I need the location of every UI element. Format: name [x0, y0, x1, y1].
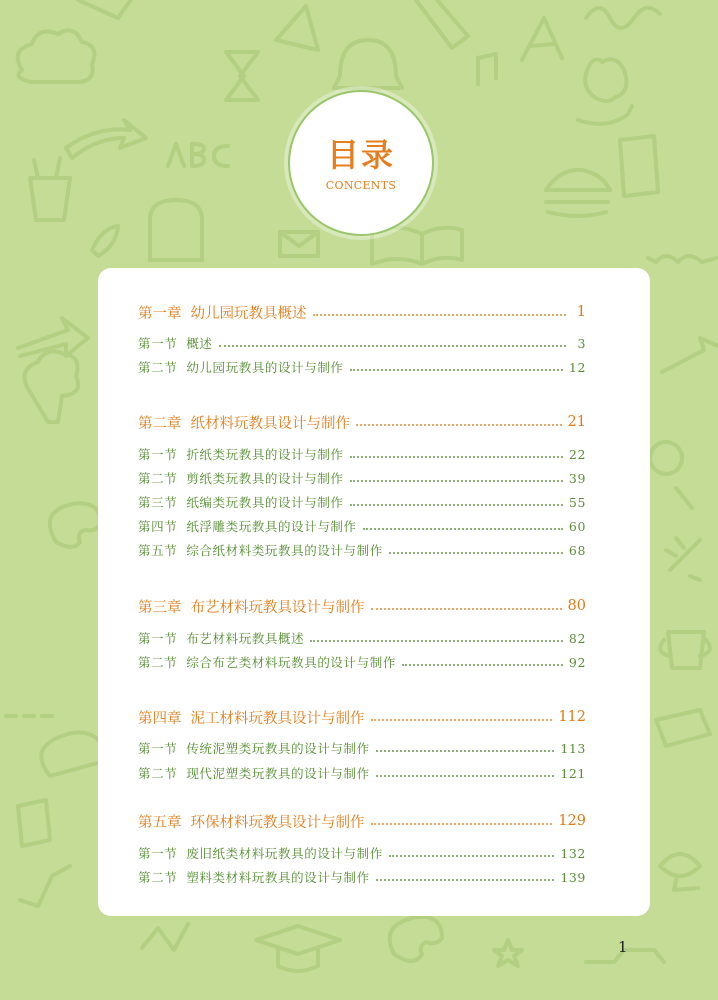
toc-chapter-row[interactable]	[138, 411, 586, 433]
dot-leader	[376, 750, 555, 752]
dot-leader	[363, 528, 563, 530]
section-title: 纸浮雕类玩教具的设计与制作	[186, 519, 357, 534]
dot-leader	[313, 314, 567, 316]
section-number: 第二节	[138, 655, 178, 670]
page-number: 139	[560, 869, 586, 885]
ruler-doodle	[78, 0, 132, 18]
toc-section-row[interactable]	[138, 356, 586, 378]
toc-section-row[interactable]	[138, 651, 586, 673]
toc-chapter-row[interactable]	[138, 706, 586, 728]
page-number: 60	[568, 518, 586, 534]
toc-title: 目录	[326, 136, 395, 174]
page-number: 92	[568, 654, 586, 670]
magnifier-doodle	[650, 442, 692, 508]
section-title: 传统泥塑类玩教具的设计与制作	[186, 741, 370, 756]
chapter-title: 布艺材料玩教具设计与制作	[190, 599, 365, 616]
glasses-doodle	[648, 256, 716, 262]
page-number: 12	[568, 359, 586, 375]
ruler-right-doodle	[656, 710, 710, 746]
page-number: 132	[560, 845, 586, 861]
graduation-cap-doodle	[256, 926, 340, 971]
section-number: 第一节	[138, 447, 178, 462]
curly-arrow-doodle	[578, 106, 632, 124]
dot-leader	[350, 369, 563, 371]
section-number: 第二节	[138, 471, 178, 486]
arrow-doodle	[66, 120, 146, 158]
dot-leader	[371, 719, 553, 721]
section-title: 折纸类玩教具的设计与制作	[186, 447, 344, 462]
toc-chapter-row[interactable]	[138, 810, 586, 832]
section-number: 第一节	[138, 336, 178, 351]
page-number: 22	[568, 446, 586, 462]
cloud-doodle	[18, 30, 95, 82]
hourglass-doodle	[226, 52, 258, 100]
dot-leader	[371, 608, 562, 610]
toc-section-row[interactable]	[138, 332, 586, 354]
dot-leader	[310, 640, 563, 642]
bell-doodle	[334, 40, 402, 88]
page-number: 129	[558, 813, 586, 829]
page-number: 82	[568, 630, 586, 646]
section-number: 第二节	[138, 360, 178, 375]
chapter-title: 泥工材料玩教具设计与制作	[190, 710, 365, 727]
shell-doodle	[660, 854, 700, 890]
section-title: 纸编类玩教具的设计与制作	[186, 495, 344, 510]
music-note-doodle	[478, 54, 496, 84]
section-title: 幼儿园玩教具的设计与制作	[186, 360, 344, 375]
abc-doodle	[168, 144, 228, 166]
chapter-title: 幼儿园玩教具概述	[190, 305, 307, 322]
toc-chapter-row[interactable]	[138, 301, 586, 323]
dot-leader	[376, 879, 555, 881]
dot-leader	[376, 775, 555, 777]
section-number: 第一节	[138, 741, 178, 756]
palette-bottom-doodle	[390, 917, 442, 961]
pen-doodle	[620, 136, 658, 196]
toc-section-row[interactable]	[138, 737, 586, 759]
page-number: 80	[567, 598, 586, 614]
title-emblem	[288, 90, 434, 236]
toc-section-row[interactable]	[138, 539, 586, 561]
toc-section-row[interactable]	[138, 842, 586, 864]
section-title: 废旧纸类材料玩教具的设计与制作	[186, 846, 383, 861]
dot-leader	[350, 480, 563, 482]
chapter-number: 第三章	[138, 599, 182, 616]
arrow-right-doodle	[662, 338, 718, 372]
pencil-doodle	[416, 0, 468, 48]
chapter-number: 第五章	[138, 814, 182, 831]
envelope-doodle	[280, 232, 318, 256]
section-number: 第二节	[138, 870, 178, 885]
leaf-doodle	[92, 226, 118, 256]
palette-doodle	[50, 503, 100, 547]
dot-leader	[389, 855, 555, 857]
page-number: 113	[560, 740, 586, 756]
section-title: 综合纸材料类玩教具的设计与制作	[186, 543, 383, 558]
zigzag-doodle	[142, 924, 188, 950]
cup-doodle	[30, 158, 70, 220]
section-title: 现代泥塑类玩教具的设计与制作	[186, 766, 370, 781]
trophy-doodle	[660, 632, 710, 668]
tree-doodle	[25, 351, 79, 422]
toc-section-row[interactable]	[138, 866, 586, 888]
chapter-title: 纸材料玩教具设计与制作	[190, 415, 350, 432]
branch-doodle	[20, 866, 70, 906]
toc-section-row[interactable]	[138, 762, 586, 784]
section-number: 第五节	[138, 543, 178, 558]
toc-section-row[interactable]	[138, 467, 586, 489]
section-title: 概述	[186, 336, 213, 351]
section-title: 塑料类材料玩教具的设计与制作	[186, 870, 370, 885]
toc-section-row[interactable]	[138, 515, 586, 537]
page-number: 3	[577, 335, 586, 351]
section-title: 剪纸类玩教具的设计与制作	[186, 471, 344, 486]
section-number: 第一节	[138, 846, 178, 861]
box-doodle	[18, 800, 50, 846]
toc-subtitle: CONCENTS	[325, 179, 397, 192]
page-number: 1	[576, 304, 586, 320]
toc-section-row[interactable]	[138, 443, 586, 465]
dot-leader	[402, 664, 563, 666]
dot-leader	[350, 456, 563, 458]
chapter-number: 第二章	[138, 415, 182, 432]
section-title: 综合布艺类材料玩教具的设计与制作	[186, 655, 396, 670]
page-number: 21	[567, 414, 586, 430]
toc-section-row[interactable]	[138, 491, 586, 513]
toc-chapter-row[interactable]	[138, 595, 586, 617]
book-doodle	[372, 227, 462, 264]
page-number: 68	[568, 542, 586, 558]
apple-doodle	[585, 59, 626, 101]
squiggle-doodle	[586, 8, 660, 28]
page-number: 39	[568, 470, 586, 486]
burger-doodle	[546, 170, 610, 216]
page-number: 55	[568, 494, 586, 510]
pine-leaf-doodle	[666, 538, 700, 580]
page-folio: 1	[618, 938, 628, 956]
dot-leader	[371, 823, 553, 825]
page-number: 121	[560, 765, 586, 781]
section-number: 第二节	[138, 766, 178, 781]
dot-leader	[350, 504, 563, 506]
star-doodle	[494, 940, 522, 966]
section-number: 第三节	[138, 495, 178, 510]
triangle-doodle	[276, 6, 318, 50]
dot-leader	[389, 552, 563, 554]
toc-section-row[interactable]	[138, 627, 586, 649]
section-number: 第四节	[138, 519, 178, 534]
letter-a-doodle	[522, 18, 562, 60]
chapter-title: 环保材料玩教具设计与制作	[190, 814, 365, 831]
section-title: 布艺材料玩教具概述	[186, 631, 305, 646]
backpack-doodle	[150, 200, 202, 260]
toc-card	[98, 268, 650, 916]
section-number: 第一节	[138, 631, 178, 646]
page-number: 112	[558, 709, 586, 725]
chapter-number: 第四章	[138, 710, 182, 727]
dot-leader	[356, 424, 562, 426]
chapter-number: 第一章	[138, 305, 182, 322]
dot-leader	[219, 345, 566, 347]
